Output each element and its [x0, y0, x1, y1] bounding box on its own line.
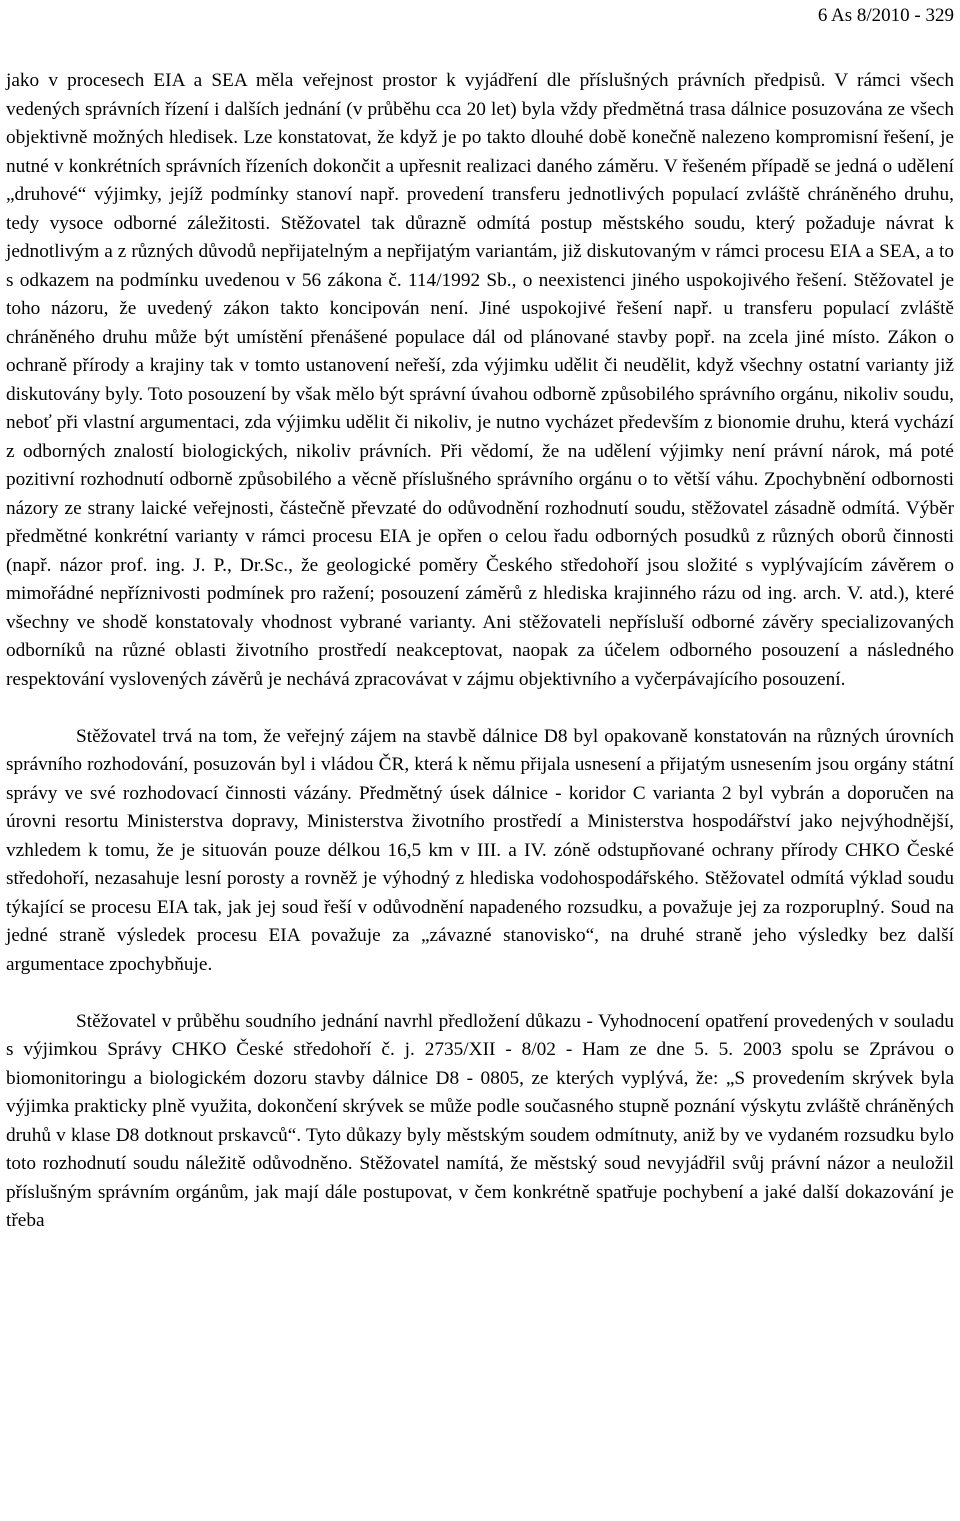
case-reference-header: 6 As 8/2010 - 329 — [817, 5, 954, 26]
document-body — [6, 67, 954, 1236]
paragraph-public-interest: Stěžovatel trvá na tom, že veřejný zájem na stavbě dálnice D8 byl opakovaně konstatován na různých úrovních správního rozhodování, posuzován byl i vládou ČR, která k němu přijala usnesení a přijatým usnesením jsou orgány státní správy ve své rozhodovací činnosti vázány. Předmětný úsek dálnice - koridor C varianta 2 byl vybrán a doporučen na úrovni resortu Ministerstva dopravy, Ministerstva životního prostředí a Ministerstva hospodářství jako nejvýhodnější, vzhledem k tomu, že je situován pouze délkou 16,5 km v III. a IV. zóně odstupňované ochrany přírody CHKO České středohoří, nezasahuje lesní porosty a rovněž je výhodný z hlediska vodohospodářského. Stěžovatel odmítá výklad soudu týkající se procesu EIA tak, jak jej soud řeší v odůvodnění napadeného rozsudku, a považuje jej za rozporuplný. Soud na jedné straně výsledek procesu EIA považuje za „závazné stanovisko“, na druhé straně jeho výsledky bez další argumentace zpochybňuje. — [6, 725, 954, 975]
paragraph-continuation: jako v procesech EIA a SEA měla veřejnost prostor k vyjádření dle příslušných právních předpisů. V rámci všech vedených správních řízení i dalších jednání (v průběhu cca 20 let) byla vždy předmětná trasa dálnice posuzována ze všech objektivně možných hledisek. Lze konstatovat, že když je po takto dlouhé době konečně nalezeno kompromisní řešení, je nutné v konkrétních správních řízeních dokončit a upřesnit realizaci daného záměru. V řešeném případě se jedná o udělení „druhové“ výjimky, jejíž podmínky stanoví např. provedení transferu jednotlivých populací zvláště chráněného druhu, tedy vysoce odborné záležitosti. Stěžovatel tak důrazně odmítá postup městského soudu, který požaduje návrat k jednotlivým a z různých důvodů nepřijatelným a nepřijatým variantám, již diskutovaným v rámci procesu EIA a SEA, a to s odkazem na podmínku uvedenou v 56 zákona č. 114/1992 Sb., o neexistenci jiného uspokojivého řešení. Stěžovatel je toho názoru, že uvedený zákon takto koncipován není. Jiné uspokojivé řešení např. u transferu populací zvláště chráněného druhu může být umístění přenášené populace dál od plánované stavby popř. na zcela jiné místo. Zákon o ochraně přírody a krajiny tak v tomto ustanovení neřeší, zda výjimku udělit či neudělit, když všechny ostatní varianty již diskutovány byly. Toto posouzení by však mělo být správní úvahou odborně způsobilého správního orgánu, nikoliv soudu, neboť při vlastní argumentaci, zda výjimku udělit či nikoliv, je nutno vycházet především z bionomie druhu, která vychází z odborných znalostí biologických, nikoliv právních. Při vědomí, že na udělení výjimky není právní nárok, má poté pozitivní rozhodnutí odborně způsobilého a věcně příslušného správního orgánu o to větší váhu. Zpochybnění odbornosti názory ze strany laické veřejnosti, částečně převzaté do odůvodnění rozhodnutí soudu, stěžovatel zásadně odmítá. Výběr předmětné konkrétní varianty v rámci procesu EIA je opřen o celou řadu odborných posudků z různých oborů činnosti (např. názor prof. ing. J. P., Dr.Sc., že geologické poměry Českého středohoří jsou složité s vyplývajícím závěrem o mimořádné nepříznivosti podmínek pro ražení; posouzení záměrů z hlediska krajinného rázu od ing. arch. V. atd.), které všechny ve shodě konstatovaly vhodnost vybrané varianty. Ani stěžovateli nepřísluší odborné závěry specializovaných odborníků na různé oblasti životního prostředí neakceptovat, naopak za účelem odborného posouzení a následného respektování vyslovených závěrů je nechává zpracovávat v zájmu objektivního a vyčerpávajícího posouzení. — [6, 70, 954, 690]
paragraph-evidence: Stěžovatel v průběhu soudního jednání navrhl předložení důkazu - Vyhodnocení opatření provedených v souladu s výjimkou Správy CHKO České středohoří č. j. 2735/XII - 8/02 - Ham ze dne 5. 5. 2003 spolu se Zprávou o biomonitoringu a biologickém dozoru stavby dálnice D8 - 0805, ze kterých vyplývá, že: „S provedením skrývek byla výjimka prakticky plně využita, dokončení skrývek se může podle současného stupně poznání výskytu zvláště chráněných druhů v klase D8 dotknout prskavců“. Tyto důkazy byly městským soudem odmítnuty, aniž by ve vydaném rozsudku bylo toto rozhodnutí soudu náležitě odůvodněno. Stěžovatel namítá, že městský soud nevyjádřil svůj právní názor a neuložil příslušným správním orgánům, jak mají dále postupovat, v čem konkrétně spatřuje pochybení a jaké další dokazování je třeba — [6, 1010, 954, 1231]
